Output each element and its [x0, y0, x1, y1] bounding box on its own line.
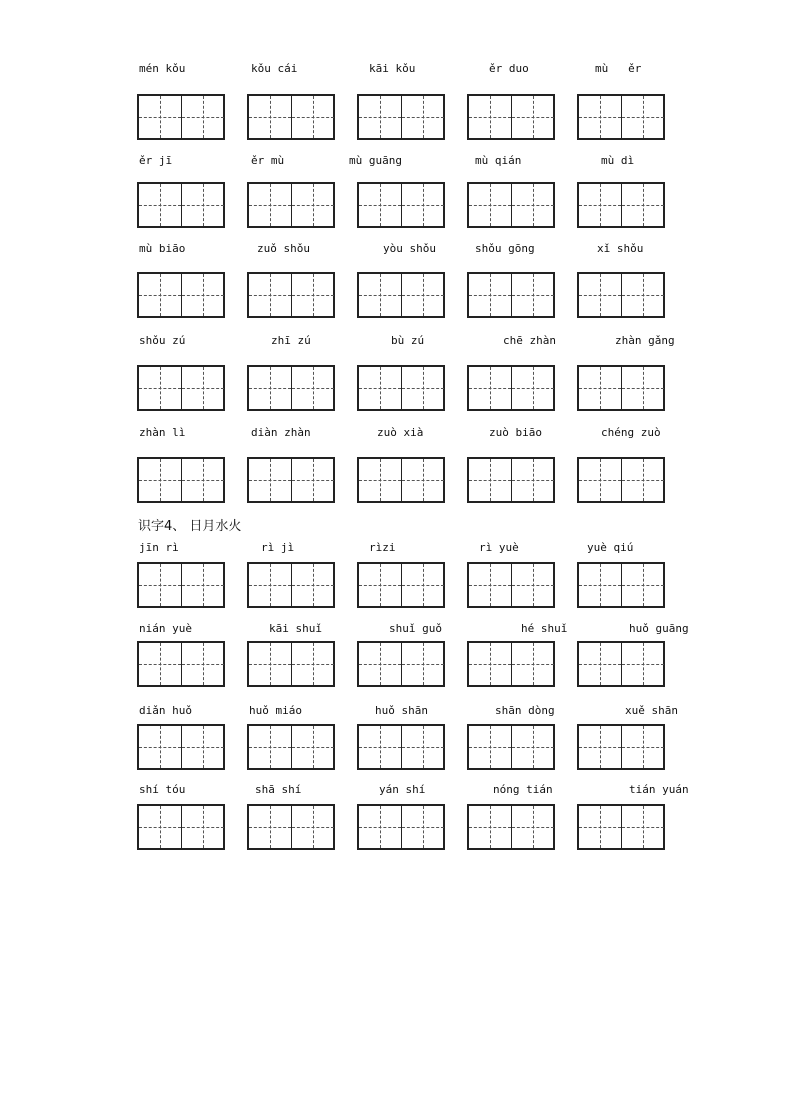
writing-grid-box[interactable] — [247, 724, 335, 770]
character-cell[interactable] — [401, 643, 444, 685]
character-cell[interactable] — [139, 184, 181, 226]
pinyin-label: jīn rì — [139, 541, 179, 554]
guide-line-horizontal — [139, 585, 181, 586]
pinyin-label: huǒ shān — [375, 704, 428, 717]
writing-grid-box[interactable] — [247, 94, 335, 140]
guide-line-horizontal — [292, 747, 334, 748]
guide-line-horizontal — [512, 480, 554, 481]
guide-line-horizontal — [359, 664, 401, 665]
writing-grid-box[interactable] — [247, 365, 335, 411]
character-cell[interactable] — [139, 367, 181, 409]
pinyin-label: kāi kǒu — [369, 62, 416, 75]
character-cell[interactable] — [291, 459, 334, 501]
guide-line-horizontal — [139, 295, 181, 296]
guide-line-horizontal — [249, 117, 291, 118]
guide-line-horizontal — [249, 205, 291, 206]
character-cell[interactable] — [139, 643, 181, 685]
writing-grid-box[interactable] — [137, 804, 225, 850]
writing-grid-box[interactable] — [357, 457, 445, 503]
pinyin-label: mù ěr — [595, 62, 642, 75]
character-cell[interactable] — [181, 274, 224, 316]
guide-line-horizontal — [182, 295, 224, 296]
character-cell[interactable] — [511, 459, 554, 501]
character-cell[interactable] — [291, 184, 334, 226]
guide-line-horizontal — [182, 585, 224, 586]
pinyin-label: shā shí — [255, 783, 302, 796]
writing-grid-box[interactable] — [357, 641, 445, 687]
pinyin-label: yán shí — [379, 783, 426, 796]
character-cell[interactable] — [469, 726, 511, 768]
guide-line-horizontal — [579, 295, 621, 296]
guide-line-horizontal — [292, 827, 334, 828]
guide-line-horizontal — [469, 747, 511, 748]
character-cell[interactable] — [291, 96, 334, 138]
writing-grid-box[interactable] — [467, 94, 555, 140]
writing-grid-box[interactable] — [467, 272, 555, 318]
guide-line-horizontal — [402, 205, 444, 206]
character-cell[interactable] — [249, 643, 291, 685]
pinyin-label: xuě shān — [625, 704, 678, 717]
guide-line-horizontal — [359, 480, 401, 481]
guide-line-horizontal — [512, 585, 554, 586]
character-cell[interactable] — [249, 367, 291, 409]
writing-grid-box[interactable] — [137, 641, 225, 687]
character-cell[interactable] — [139, 564, 181, 606]
writing-grid-box[interactable] — [577, 804, 665, 850]
guide-line-horizontal — [182, 388, 224, 389]
writing-grid-box[interactable] — [137, 724, 225, 770]
character-cell[interactable] — [401, 184, 444, 226]
pinyin-label: zuò biāo — [489, 426, 542, 439]
character-cell[interactable] — [579, 274, 621, 316]
character-cell[interactable] — [621, 96, 664, 138]
writing-grid-box[interactable] — [137, 457, 225, 503]
guide-line-horizontal — [622, 205, 664, 206]
pinyin-label: rì jì — [261, 541, 295, 554]
guide-line-horizontal — [249, 747, 291, 748]
guide-line-horizontal — [402, 388, 444, 389]
writing-grid-box[interactable] — [137, 562, 225, 608]
guide-line-horizontal — [359, 585, 401, 586]
guide-line-horizontal — [139, 388, 181, 389]
character-cell[interactable] — [181, 367, 224, 409]
guide-line-horizontal — [512, 205, 554, 206]
character-cell[interactable] — [469, 96, 511, 138]
pinyin-label: diàn zhàn — [251, 426, 311, 439]
guide-line-horizontal — [292, 117, 334, 118]
pinyin-label: zhàn gǎng — [615, 334, 675, 347]
guide-line-horizontal — [359, 388, 401, 389]
character-cell[interactable] — [291, 564, 334, 606]
pinyin-label: mù dì — [601, 154, 635, 167]
guide-line-horizontal — [359, 827, 401, 828]
guide-line-horizontal — [182, 827, 224, 828]
character-cell[interactable] — [401, 96, 444, 138]
character-cell[interactable] — [511, 274, 554, 316]
character-cell[interactable] — [469, 367, 511, 409]
character-cell[interactable] — [511, 184, 554, 226]
character-cell[interactable] — [579, 96, 621, 138]
guide-line-horizontal — [359, 747, 401, 748]
guide-line-horizontal — [249, 388, 291, 389]
character-cell[interactable] — [621, 184, 664, 226]
character-cell[interactable] — [249, 96, 291, 138]
pinyin-label: ěr jī — [139, 154, 173, 167]
character-cell[interactable] — [249, 459, 291, 501]
guide-line-horizontal — [402, 747, 444, 748]
character-cell[interactable] — [359, 367, 401, 409]
writing-grid-box[interactable] — [357, 272, 445, 318]
guide-line-horizontal — [579, 664, 621, 665]
character-cell[interactable] — [401, 459, 444, 501]
character-cell[interactable] — [621, 564, 664, 606]
guide-line-horizontal — [402, 117, 444, 118]
character-cell[interactable] — [469, 806, 511, 848]
guide-line-horizontal — [139, 664, 181, 665]
writing-grid-box[interactable] — [467, 365, 555, 411]
writing-grid-box[interactable] — [577, 457, 665, 503]
pinyin-label: shuǐ guǒ — [389, 622, 442, 635]
character-cell[interactable] — [511, 806, 554, 848]
pinyin-label: rìzi — [369, 541, 396, 554]
guide-line-horizontal — [512, 747, 554, 748]
pinyin-label: kǒu cái — [251, 62, 298, 75]
pinyin-label: shí tóu — [139, 783, 186, 796]
character-cell[interactable] — [511, 726, 554, 768]
guide-line-horizontal — [622, 117, 664, 118]
character-cell[interactable] — [401, 806, 444, 848]
guide-line-horizontal — [292, 388, 334, 389]
writing-grid-box[interactable] — [247, 182, 335, 228]
character-cell[interactable] — [249, 726, 291, 768]
writing-grid-box[interactable] — [577, 182, 665, 228]
guide-line-horizontal — [512, 388, 554, 389]
guide-line-horizontal — [579, 388, 621, 389]
guide-line-horizontal — [249, 480, 291, 481]
character-cell[interactable] — [469, 459, 511, 501]
guide-line-horizontal — [469, 480, 511, 481]
pinyin-label: ěr duo — [489, 62, 529, 75]
character-cell[interactable] — [181, 184, 224, 226]
pinyin-label: nián yuè — [139, 622, 192, 635]
guide-line-horizontal — [622, 295, 664, 296]
character-cell[interactable] — [511, 96, 554, 138]
guide-line-horizontal — [402, 295, 444, 296]
character-cell[interactable] — [621, 806, 664, 848]
writing-grid-box[interactable] — [357, 804, 445, 850]
guide-line-horizontal — [579, 585, 621, 586]
guide-line-horizontal — [622, 585, 664, 586]
character-cell[interactable] — [181, 806, 224, 848]
writing-grid-box[interactable] — [357, 182, 445, 228]
writing-grid-box[interactable] — [247, 804, 335, 850]
guide-line-horizontal — [292, 205, 334, 206]
character-cell[interactable] — [579, 726, 621, 768]
character-cell[interactable] — [139, 96, 181, 138]
character-cell[interactable] — [621, 643, 664, 685]
character-cell[interactable] — [621, 367, 664, 409]
character-cell[interactable] — [291, 726, 334, 768]
character-cell[interactable] — [291, 643, 334, 685]
writing-grid-box[interactable] — [137, 182, 225, 228]
writing-grid-box[interactable] — [577, 562, 665, 608]
guide-line-horizontal — [182, 117, 224, 118]
pinyin-label: zhàn lì — [139, 426, 186, 439]
pinyin-label: mù biāo — [139, 242, 186, 255]
pinyin-label: kāi shuǐ — [269, 622, 322, 635]
character-cell[interactable] — [511, 643, 554, 685]
pinyin-label: chéng zuò — [601, 426, 661, 439]
character-cell[interactable] — [139, 459, 181, 501]
guide-line-horizontal — [469, 827, 511, 828]
guide-line-horizontal — [402, 585, 444, 586]
character-cell[interactable] — [249, 564, 291, 606]
guide-line-horizontal — [139, 747, 181, 748]
character-cell[interactable] — [579, 184, 621, 226]
guide-line-horizontal — [622, 664, 664, 665]
character-cell[interactable] — [621, 274, 664, 316]
pinyin-label: shǒu gōng — [475, 242, 535, 255]
section-title: 识字4、 日月水火 — [138, 519, 242, 534]
writing-grid-box[interactable] — [247, 457, 335, 503]
character-cell[interactable] — [579, 367, 621, 409]
guide-line-horizontal — [622, 388, 664, 389]
character-cell[interactable] — [401, 564, 444, 606]
guide-line-horizontal — [402, 827, 444, 828]
character-cell[interactable] — [511, 367, 554, 409]
writing-grid-box[interactable] — [467, 182, 555, 228]
writing-grid-box[interactable] — [467, 804, 555, 850]
character-cell[interactable] — [359, 564, 401, 606]
character-cell[interactable] — [139, 274, 181, 316]
character-cell[interactable] — [359, 274, 401, 316]
character-cell[interactable] — [401, 274, 444, 316]
character-cell[interactable] — [359, 184, 401, 226]
writing-grid-box[interactable] — [357, 365, 445, 411]
guide-line-horizontal — [249, 664, 291, 665]
guide-line-horizontal — [292, 480, 334, 481]
guide-line-horizontal — [139, 827, 181, 828]
pinyin-label: xǐ shǒu — [597, 242, 644, 255]
pinyin-label: zuò xià — [377, 426, 424, 439]
character-cell[interactable] — [621, 726, 664, 768]
writing-grid-box[interactable] — [357, 562, 445, 608]
writing-grid-box[interactable] — [247, 641, 335, 687]
character-cell[interactable] — [621, 459, 664, 501]
writing-grid-box[interactable] — [577, 365, 665, 411]
guide-line-horizontal — [512, 117, 554, 118]
pinyin-label: mù qián — [475, 154, 522, 167]
guide-line-horizontal — [139, 205, 181, 206]
guide-line-horizontal — [469, 585, 511, 586]
guide-line-horizontal — [359, 117, 401, 118]
guide-line-horizontal — [182, 205, 224, 206]
pinyin-label: huǒ guāng — [629, 622, 689, 635]
character-cell[interactable] — [359, 96, 401, 138]
guide-line-horizontal — [139, 117, 181, 118]
writing-grid-box[interactable] — [577, 724, 665, 770]
writing-grid-box[interactable] — [137, 94, 225, 140]
guide-line-horizontal — [292, 295, 334, 296]
character-cell[interactable] — [579, 643, 621, 685]
character-cell[interactable] — [359, 806, 401, 848]
character-cell[interactable] — [359, 459, 401, 501]
guide-line-horizontal — [292, 585, 334, 586]
guide-line-horizontal — [579, 480, 621, 481]
character-cell[interactable] — [579, 806, 621, 848]
writing-grid-box[interactable] — [357, 724, 445, 770]
writing-grid-box[interactable] — [357, 94, 445, 140]
guide-line-horizontal — [512, 295, 554, 296]
character-cell[interactable] — [469, 274, 511, 316]
guide-line-horizontal — [402, 480, 444, 481]
character-cell[interactable] — [401, 726, 444, 768]
character-cell[interactable] — [181, 96, 224, 138]
writing-grid-box[interactable] — [137, 365, 225, 411]
pinyin-label: mù guāng — [349, 154, 402, 167]
guide-line-horizontal — [469, 205, 511, 206]
character-cell[interactable] — [181, 564, 224, 606]
pinyin-label: zuǒ shǒu — [257, 242, 310, 255]
character-cell[interactable] — [579, 564, 621, 606]
writing-grid-box[interactable] — [247, 562, 335, 608]
writing-grid-box[interactable] — [467, 724, 555, 770]
guide-line-horizontal — [469, 117, 511, 118]
guide-line-horizontal — [249, 585, 291, 586]
guide-line-horizontal — [622, 480, 664, 481]
writing-grid-box[interactable] — [467, 641, 555, 687]
character-cell[interactable] — [359, 643, 401, 685]
character-cell[interactable] — [291, 806, 334, 848]
writing-grid-box[interactable] — [467, 562, 555, 608]
character-cell[interactable] — [181, 459, 224, 501]
character-cell[interactable] — [579, 459, 621, 501]
guide-line-horizontal — [622, 827, 664, 828]
pinyin-label: zhī zú — [271, 334, 311, 347]
writing-grid-box[interactable] — [137, 272, 225, 318]
guide-line-horizontal — [182, 747, 224, 748]
guide-line-horizontal — [622, 747, 664, 748]
character-cell[interactable] — [469, 184, 511, 226]
pinyin-label: mén kǒu — [139, 62, 186, 75]
guide-line-horizontal — [579, 205, 621, 206]
character-cell[interactable] — [139, 806, 181, 848]
writing-grid-box[interactable] — [577, 272, 665, 318]
guide-line-horizontal — [182, 664, 224, 665]
guide-line-horizontal — [512, 664, 554, 665]
pinyin-label: hé shuǐ — [521, 622, 568, 635]
guide-line-horizontal — [359, 295, 401, 296]
guide-line-horizontal — [579, 747, 621, 748]
guide-line-horizontal — [469, 295, 511, 296]
pinyin-label: rì yuè — [479, 541, 519, 554]
character-cell[interactable] — [291, 367, 334, 409]
writing-grid-box[interactable] — [577, 641, 665, 687]
pinyin-label: bù zú — [391, 334, 425, 347]
writing-grid-box[interactable] — [467, 457, 555, 503]
guide-line-horizontal — [469, 664, 511, 665]
pinyin-label: nóng tián — [493, 783, 553, 796]
character-cell[interactable] — [511, 564, 554, 606]
guide-line-horizontal — [579, 827, 621, 828]
character-cell[interactable] — [181, 726, 224, 768]
guide-line-horizontal — [469, 388, 511, 389]
character-cell[interactable] — [139, 726, 181, 768]
guide-line-horizontal — [249, 827, 291, 828]
pinyin-label: yuè qiú — [587, 541, 634, 554]
character-cell[interactable] — [359, 726, 401, 768]
character-cell[interactable] — [249, 184, 291, 226]
character-cell[interactable] — [249, 274, 291, 316]
pinyin-label: tián yuán — [629, 783, 689, 796]
guide-line-horizontal — [359, 205, 401, 206]
pinyin-label: shān dòng — [495, 704, 555, 717]
writing-grid-box[interactable] — [577, 94, 665, 140]
guide-line-horizontal — [579, 117, 621, 118]
guide-line-horizontal — [182, 480, 224, 481]
guide-line-horizontal — [402, 664, 444, 665]
character-cell[interactable] — [291, 274, 334, 316]
character-cell[interactable] — [469, 564, 511, 606]
pinyin-label: ěr mù — [251, 154, 285, 167]
pinyin-label: huǒ miáo — [249, 704, 302, 717]
pinyin-label: yòu shǒu — [383, 242, 436, 255]
character-cell[interactable] — [469, 643, 511, 685]
pinyin-label: chē zhàn — [503, 334, 556, 347]
guide-line-horizontal — [139, 480, 181, 481]
guide-line-horizontal — [292, 664, 334, 665]
pinyin-label: diǎn huǒ — [139, 704, 192, 717]
guide-line-horizontal — [249, 295, 291, 296]
pinyin-label: shǒu zú — [139, 334, 186, 347]
writing-grid-box[interactable] — [247, 272, 335, 318]
character-cell[interactable] — [181, 643, 224, 685]
character-cell[interactable] — [401, 367, 444, 409]
character-cell[interactable] — [249, 806, 291, 848]
guide-line-horizontal — [512, 827, 554, 828]
